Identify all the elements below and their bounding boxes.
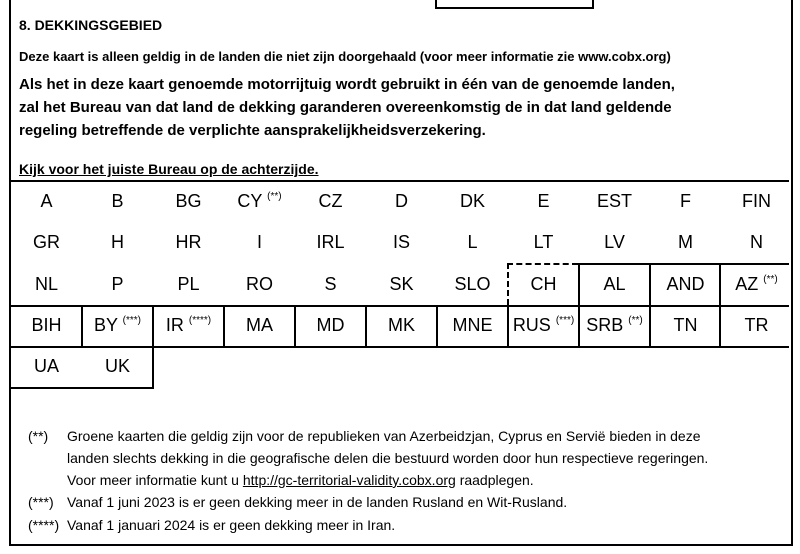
country-code: BY	[93, 315, 118, 335]
bureau-reference: Kijk voor het juiste Bureau op de achterzijde.	[19, 161, 319, 177]
country-cell-lt	[508, 222, 579, 263]
grid-line	[578, 263, 789, 265]
territorial-validity-link[interactable]: http://gc-territorial-validity.cobx.org	[242, 472, 456, 488]
country-code: DK	[459, 191, 485, 211]
country-cell-ma	[224, 305, 295, 346]
footnote-marker: (***)	[555, 315, 575, 326]
country-code: M	[678, 232, 693, 252]
country-cell-and	[650, 264, 721, 305]
footnote-1-line-2: landen slechts dekking in die geografische delen die bestuurd worden door hun respectieve regeringen.	[67, 450, 709, 466]
country-code: FIN	[742, 191, 771, 211]
country-cell-s	[295, 264, 366, 305]
country-cell-sk	[366, 264, 437, 305]
country-cell-uk	[82, 346, 153, 387]
country-code: SLO	[454, 274, 491, 294]
country-code: HR	[175, 232, 202, 252]
country-cell-rus	[508, 305, 579, 346]
country-code: TR	[744, 315, 769, 335]
footnote-1-mark: (**)	[28, 428, 49, 444]
grid-line	[719, 263, 721, 347]
footnote-3-mark: (****)	[28, 517, 60, 533]
country-code: CY	[237, 191, 263, 211]
footnote-marker: (**)	[628, 315, 643, 326]
country-cell-pl	[153, 264, 224, 305]
country-code: F	[680, 191, 691, 211]
country-code: AZ	[735, 274, 759, 294]
country-cell-al	[579, 264, 650, 305]
footnote-3-text: Vanaf 1 januari 2024 is er geen dekking meer in Iran.	[67, 517, 396, 533]
grid-line	[436, 305, 438, 347]
grid-line	[294, 305, 296, 347]
country-code: GR	[33, 232, 60, 252]
country-code: L	[467, 232, 478, 252]
country-code: UA	[33, 356, 59, 376]
country-code: LV	[604, 232, 625, 252]
grid-line	[578, 263, 580, 347]
country-code: MNE	[452, 315, 493, 335]
country-cell-d	[366, 181, 437, 222]
country-code: UK	[104, 356, 130, 376]
country-cell-tr	[721, 305, 792, 346]
country-cell-e	[508, 181, 579, 222]
country-cell-bih	[11, 305, 82, 346]
validity-intro: Deze kaart is alleen geldig in de landen die niet zijn doorgehaald (voor meer informatie zie www.cobx.org)	[19, 49, 671, 64]
coverage-text-line-3: regeling betreffende de verplichte aansprakelijkheidsverzekering.	[19, 122, 486, 139]
country-code: A	[40, 191, 53, 211]
country-code: S	[324, 274, 337, 294]
country-cell-b	[82, 181, 153, 222]
country-cell-a	[11, 181, 82, 222]
country-cell-mk	[366, 305, 437, 346]
country-code: NL	[34, 274, 58, 294]
footnote-1-line-3	[67, 469, 534, 491]
grid-line	[649, 263, 651, 347]
dashed-boundary	[507, 263, 509, 305]
country-cell-cz	[295, 181, 366, 222]
country-cell-mne	[437, 305, 508, 346]
country-code: RO	[246, 274, 273, 294]
grid-line	[152, 305, 154, 389]
country-cell-l	[437, 222, 508, 263]
country-code: IRL	[316, 232, 345, 252]
country-code: B	[111, 191, 124, 211]
country-code: P	[111, 274, 124, 294]
country-code: IS	[392, 232, 410, 252]
country-code: N	[750, 232, 763, 252]
country-cell-gr	[11, 222, 82, 263]
country-code: E	[537, 191, 550, 211]
country-code: SRB	[586, 315, 624, 335]
country-code: I	[256, 232, 262, 252]
country-cell-hr	[153, 222, 224, 263]
country-cell-slo	[437, 264, 508, 305]
country-cell-h	[82, 222, 153, 263]
country-code: SK	[389, 274, 414, 294]
country-cell-irl	[295, 222, 366, 263]
country-cell-dk	[437, 181, 508, 222]
country-cell-az	[721, 264, 792, 305]
country-cell-ch	[508, 264, 579, 305]
country-code: BIH	[31, 315, 62, 335]
country-cell-bg	[153, 181, 224, 222]
country-cell-ro	[224, 264, 295, 305]
country-code: IR	[165, 315, 184, 335]
footnote-1-line-1: Groene kaarten die geldig zijn voor de republieken van Azerbeidzjan, Cyprus en Servië bieden in deze	[67, 428, 701, 444]
footnote-2-mark: (***)	[28, 494, 54, 510]
country-cell-est	[579, 181, 650, 222]
footnote-2-text: Vanaf 1 juni 2023 is er geen dekking meer in de landen Rusland en Wit-Rusland.	[67, 494, 568, 510]
country-cell-p	[82, 264, 153, 305]
country-cell-srb	[579, 305, 650, 346]
country-code: AL	[603, 274, 626, 294]
grid-line	[507, 305, 509, 347]
grid-line	[11, 305, 789, 307]
country-code: MK	[388, 315, 415, 335]
country-code: EST	[596, 191, 632, 211]
country-code: MD	[316, 315, 345, 335]
country-cell-ir	[153, 305, 224, 346]
country-cell-is	[366, 222, 437, 263]
country-code: MA	[246, 315, 273, 335]
country-code: H	[111, 232, 124, 252]
country-cell-f	[650, 181, 721, 222]
footnote-1-prefix: Voor meer informatie kunt u	[67, 472, 243, 488]
footnote-marker: (**)	[267, 191, 282, 202]
country-code: BG	[175, 191, 202, 211]
country-cell-by	[82, 305, 153, 346]
country-cell-tn	[650, 305, 721, 346]
country-code: CH	[530, 274, 557, 294]
grid-line	[11, 346, 789, 348]
country-code: PL	[177, 274, 200, 294]
country-code: RUS	[512, 315, 551, 335]
country-code: LT	[533, 232, 554, 252]
footnote-1-suffix: raadplegen.	[455, 472, 534, 488]
coverage-text-line-1: Als het in deze kaart genoemde motorrijtuig wordt gebruikt in één van de genoemde landen,	[19, 76, 675, 93]
coverage-text-line-2: zal het Bureau van dat land de dekking garanderen overeenkomstig de in dat land geldende	[19, 99, 672, 116]
grid-line	[223, 305, 225, 347]
country-cell-cy	[224, 181, 295, 222]
country-cell-m	[650, 222, 721, 263]
country-code: D	[395, 191, 408, 211]
top-field-box	[435, 0, 594, 9]
footnote-marker: (***)	[122, 315, 142, 326]
country-cell-n	[721, 222, 792, 263]
country-code: CZ	[318, 191, 343, 211]
country-cell-md	[295, 305, 366, 346]
country-cell-i	[224, 222, 295, 263]
dashed-boundary	[507, 263, 578, 265]
country-cell-fin	[721, 181, 792, 222]
grid-line	[11, 387, 154, 389]
country-cell-ua	[11, 346, 82, 387]
grid-line	[81, 305, 83, 347]
footnote-marker: (**)	[763, 274, 778, 285]
grid-line	[365, 305, 367, 347]
country-code: AND	[666, 274, 705, 294]
country-code: TN	[673, 315, 698, 335]
country-cell-lv	[579, 222, 650, 263]
country-cell-nl	[11, 264, 82, 305]
footnote-marker: (****)	[188, 315, 212, 326]
section-heading: 8. DEKKINGSGEBIED	[19, 17, 163, 33]
